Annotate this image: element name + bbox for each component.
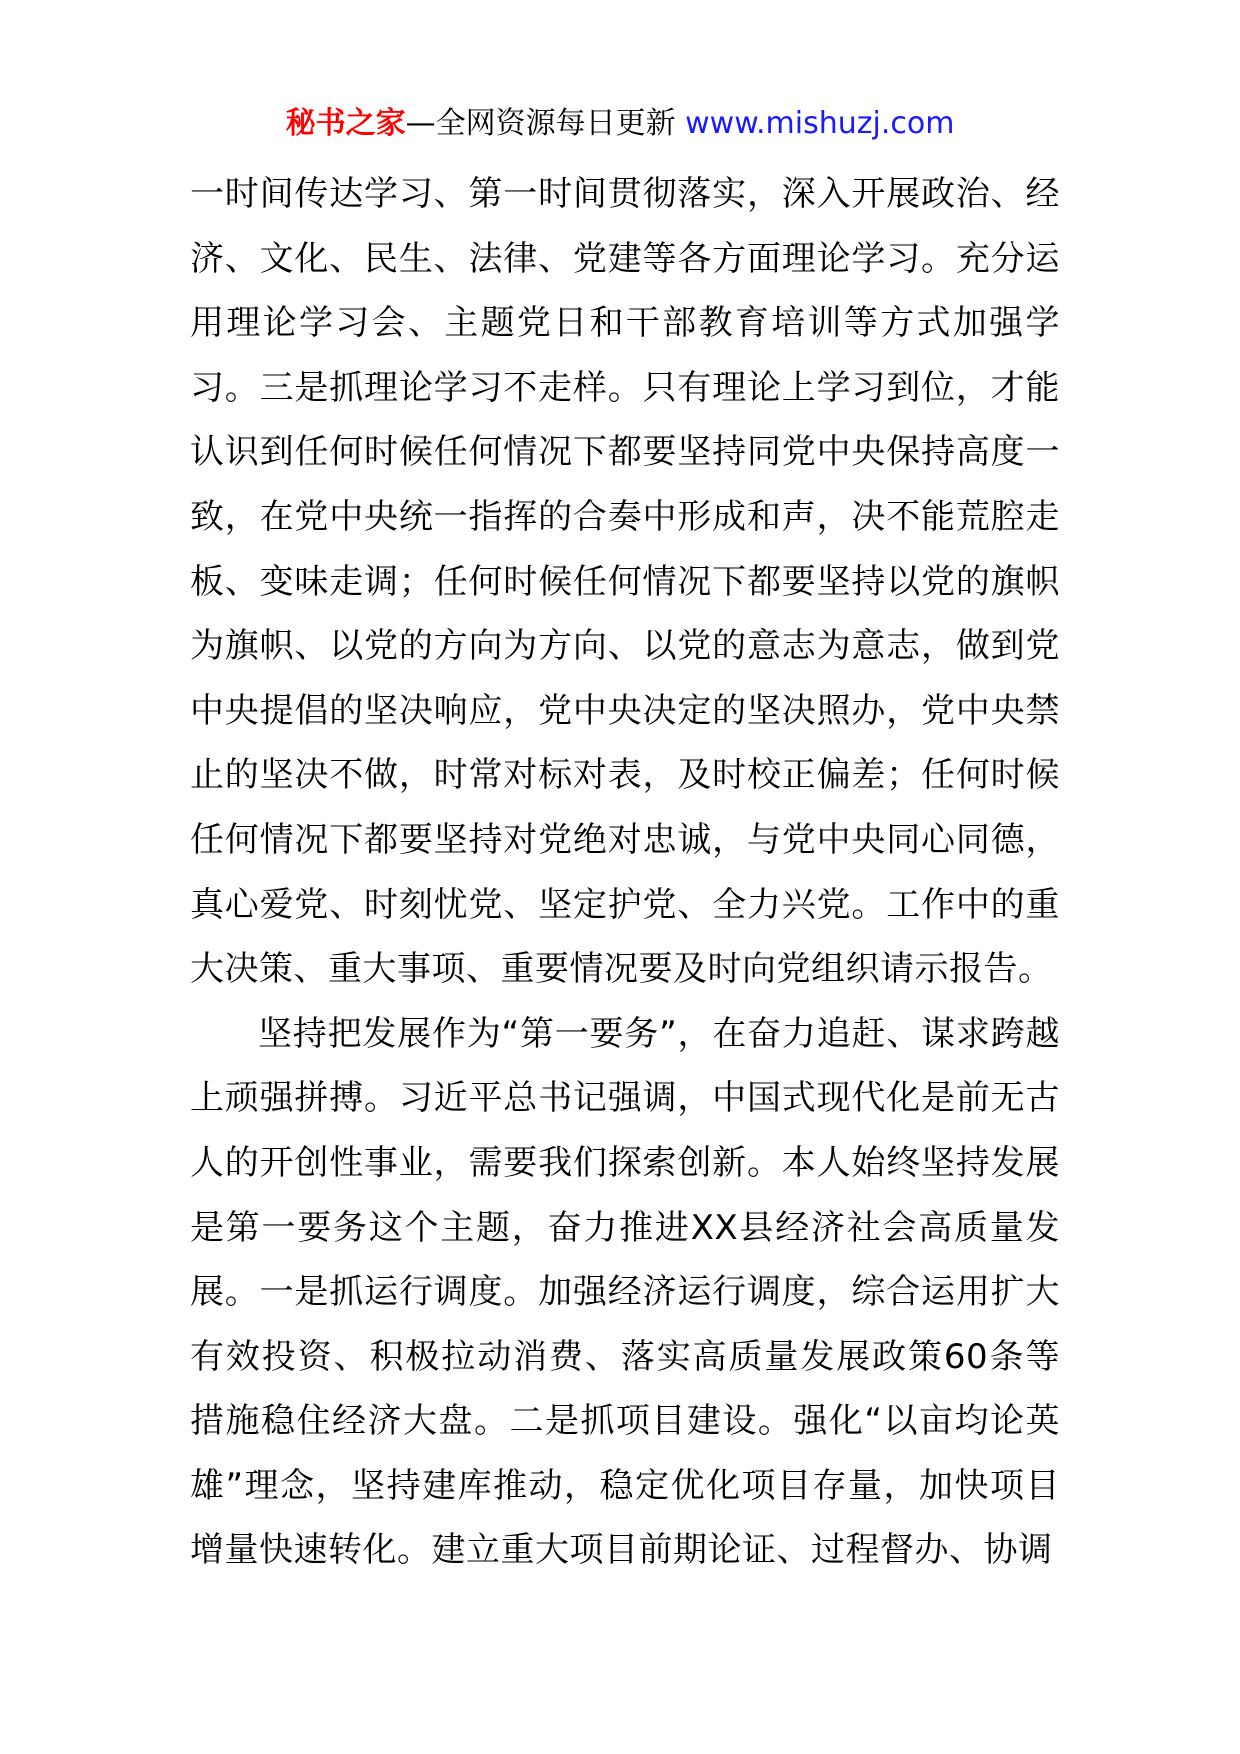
header-url-link[interactable]: www.mishuzj.com xyxy=(685,106,955,141)
paragraph-1: 一时间传达学习、第一时间贯彻落实，深入开展政治、经济、文化、民生、法律、党建等各方面理论学习。充分运用理论学习会、主题党日和干部教育培训等方式加强学习。三是抓理论学习不走样。只有理论上学习到位，才能认识到任何时候任何情况下都要坚持同党中央保持高度一致，在党中央统一指挥的合奏中形成和声，决不能荒腔走板、变味走调；任何时候任何情况下都要坚持以党的旗帜为旗帜、以党的方向为方向、以党的意志为意志，做到党中央提倡的坚决响应，党中央决定的坚决照办，党中央禁止的坚决不做，时常对标对表，及时校正偏差；任何时候任何情况下都要坚持对党绝对忠诚，与党中央同心同德，真心爱党、时刻忧党、坚定护党、全力兴党。工作中的重大决策、重大事项、重要情况要及时向党组织请示报告。 xyxy=(190,174,1060,990)
paragraph-2 xyxy=(190,1002,1060,1583)
header-slogan: —全网资源每日更新 xyxy=(405,106,676,141)
page-header xyxy=(0,102,1240,146)
paragraph-2-heading: 坚持把发展作为“第一要务”，在奋力追赶、谋求跨越上顽强拼搏。 xyxy=(190,1013,1060,1119)
paragraph-2-body: 习近平总书记强调，中国式现代化是前无古人的开创性事业，需要我们探索创新。本人始终坚持发展是第一要务这个主题，奋力推进XX县经济社会高质量发展。一是抓运行调度。加强经济运行调度，综合运用扩大有效投资、积极拉动消费、落实高质量发展政策60条等措施稳住经济大盘。二是抓项目建设。强化“以亩均论英雄”理念，坚持建库推动，稳定优化项目存量，加快项目增量快速转化。建立重大项目前期论证、过程督办、协调 xyxy=(190,1078,1060,1571)
header-brand: 秘书之家 xyxy=(285,106,406,141)
document-body xyxy=(190,162,1060,1583)
